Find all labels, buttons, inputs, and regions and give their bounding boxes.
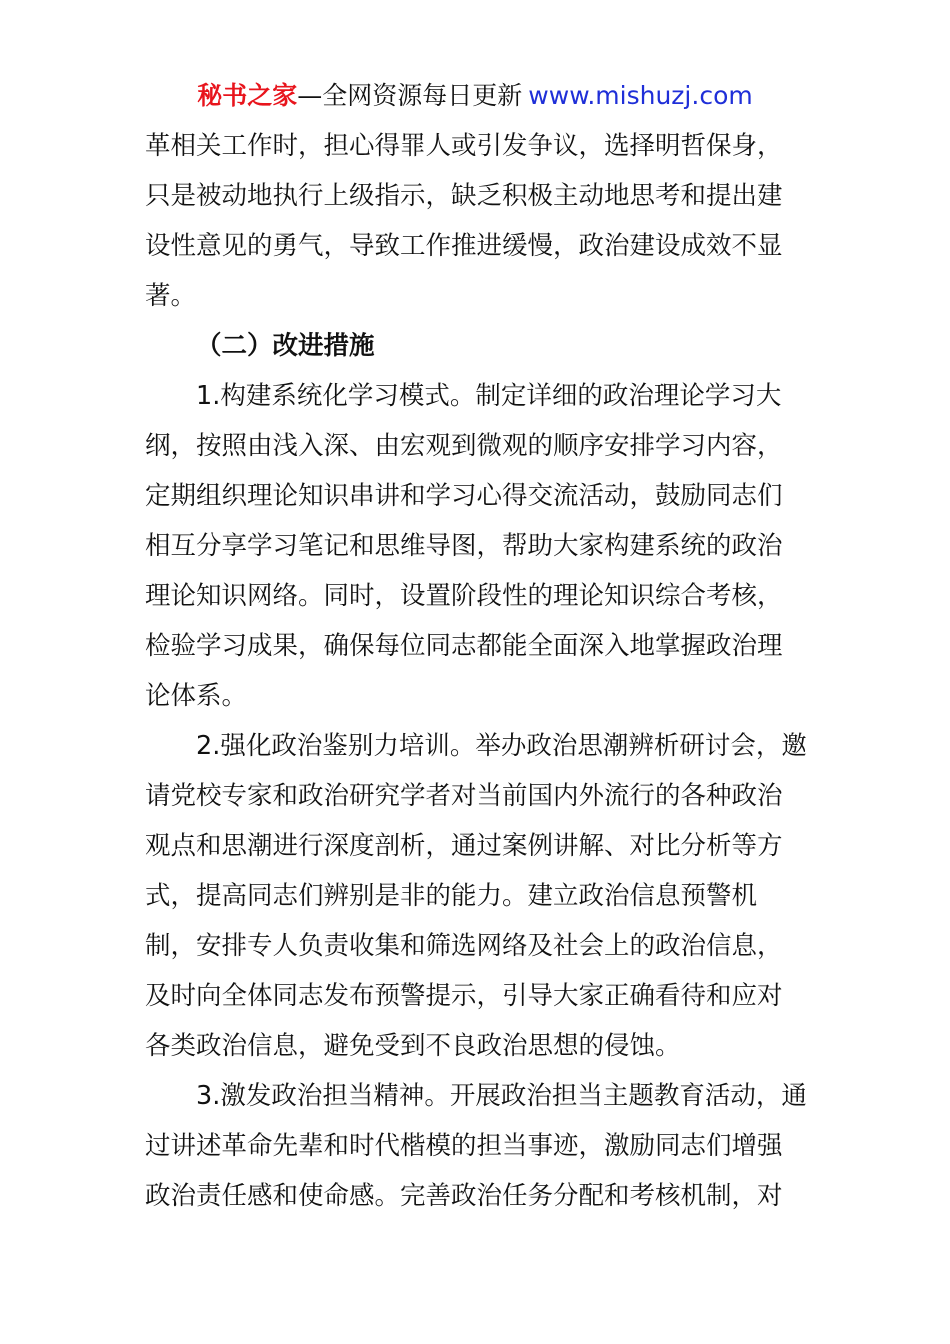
text-line: 及时向全体同志发布预警提示，引导大家正确看待和应对 (145, 981, 783, 1011)
text-line: 式，提高同志们辨别是非的能力。建立政治信息预警机 (145, 881, 758, 911)
text-line: 设性意见的勇气，导致工作推进缓慢，政治建设成效不显 (145, 231, 783, 261)
text-line: 定期组织理论知识串讲和学习心得交流活动，鼓励同志们 (145, 481, 783, 511)
paragraph-start-line: 3.激发政治担当精神。开展政治担当主题教育活动，通 (196, 1081, 807, 1111)
text-line: 纲，按照由浅入深、由宏观到微观的顺序安排学习内容， (145, 431, 783, 461)
text-line: 请党校专家和政治研究学者对当前国内外流行的各种政治 (145, 781, 783, 811)
site-url-link[interactable]: www.mishuzj.com (528, 81, 753, 110)
text-line: 过讲述革命先辈和时代楷模的担当事迹，激励同志们增强 (145, 1131, 783, 1161)
brand-name: 秘书之家 (197, 81, 298, 110)
text-line: 检验学习成果，确保每位同志都能全面深入地掌握政治理 (145, 631, 783, 661)
text-line: 论体系。 (145, 681, 248, 711)
header-tagline: —全网资源每日更新 (297, 81, 523, 110)
text-line: 只是被动地执行上级指示，缺乏积极主动地思考和提出建 (145, 181, 783, 211)
text-line: 理论知识网络。同时，设置阶段性的理论知识综合考核， (145, 581, 783, 611)
text-line: 观点和思潮进行深度剖析，通过案例讲解、对比分析等方 (145, 831, 783, 861)
text-line: 政治责任感和使命感。完善政治任务分配和考核机制，对 (145, 1181, 783, 1211)
text-line: 相互分享学习笔记和思维导图，帮助大家构建系统的政治 (145, 531, 783, 561)
text-line: 各类政治信息，避免受到不良政治思想的侵蚀。 (145, 1031, 681, 1061)
paragraph-start-line: 2.强化政治鉴别力培训。举办政治思潮辨析研讨会，邀 (196, 731, 807, 761)
section-heading: （二）改进措施 (196, 331, 375, 361)
site-header (0, 78, 950, 114)
paragraph-start-line: 1.构建系统化学习模式。制定详细的政治理论学习大 (196, 381, 782, 411)
text-line: 著。 (145, 281, 197, 311)
text-line: 革相关工作时，担心得罪人或引发争议，选择明哲保身， (145, 131, 783, 161)
text-line: 制，安排专人负责收集和筛选网络及社会上的政治信息， (145, 931, 783, 961)
